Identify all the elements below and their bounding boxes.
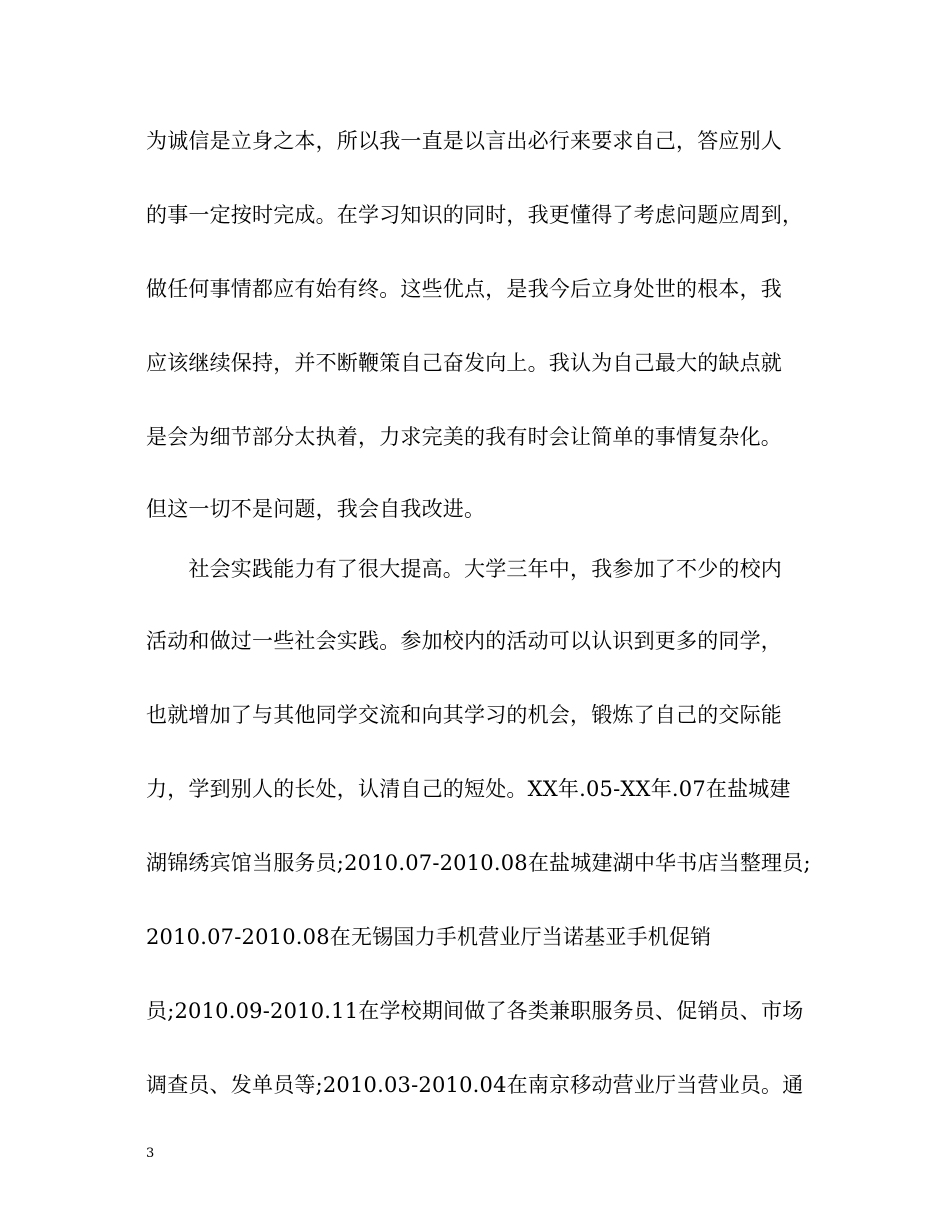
text-line: 做任何事情都应有始有终。这些优点，是我今后立身处世的根本，我 bbox=[146, 277, 782, 301]
text-line: 为诚信是立身之本，所以我一直是以言出必行来要求自己，答应别人 bbox=[146, 129, 782, 153]
text-line: 调查员、发单员等;2010.03-2010.04在南京移动营业厅当营业员。通 bbox=[146, 1073, 804, 1097]
page-number: 3 bbox=[146, 1146, 155, 1161]
text-line: 力，学到别人的长处，认清自己的短处。XX年.05-XX年.07在盐城建 bbox=[146, 777, 791, 801]
text-line: 也就增加了与其他同学交流和向其学习的机会，锻炼了自己的交际能 bbox=[146, 703, 782, 727]
text-line: 员;2010.09-2010.11在学校期间做了各类兼职服务员、促销员、市场 bbox=[146, 999, 804, 1023]
text-line: 应该继续保持，并不断鞭策自己奋发向上。我认为自己最大的缺点就 bbox=[146, 351, 782, 375]
text-line: 但这一切不是问题，我会自我改进。 bbox=[146, 497, 486, 521]
text-line: 是会为细节部分太执着，力求完美的我有时会让简单的事情复杂化。 bbox=[146, 425, 782, 449]
text-line: 湖锦绣宾馆当服务员;2010.07-2010.08在盐城建湖中华书店当整理员; bbox=[146, 851, 811, 875]
text-line: 社会实践能力有了很大提高。大学三年中，我参加了不少的校内 bbox=[146, 557, 782, 581]
text-line: 活动和做过一些社会实践。参加校内的活动可以认识到更多的同学， bbox=[146, 629, 782, 653]
text-line: 的事一定按时完成。在学习知识的同时，我更懂得了考虑问题应周到， bbox=[146, 203, 804, 227]
text-line: 2010.07-2010.08在无锡国力手机营业厅当诺基亚手机促销 bbox=[146, 925, 712, 949]
